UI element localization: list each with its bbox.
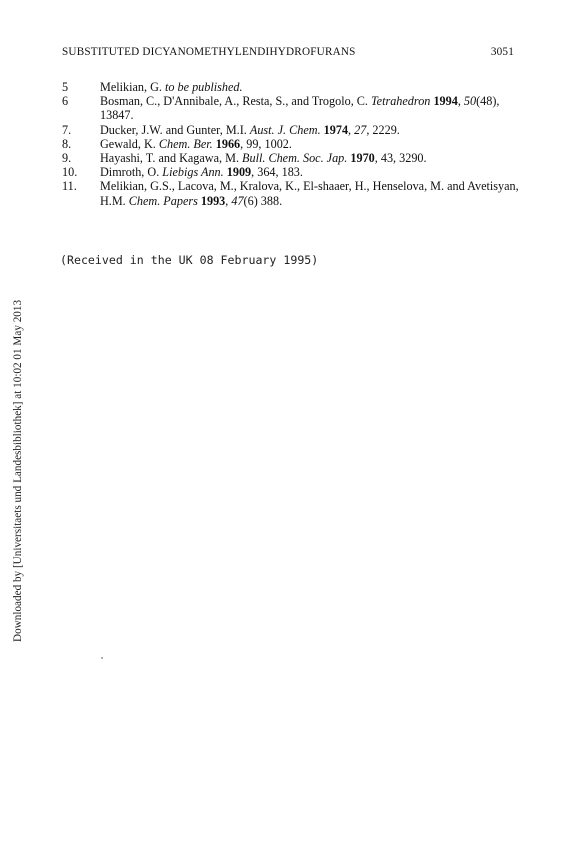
reference-text <box>100 94 522 122</box>
reference-text-part: 1993 <box>200 193 226 208</box>
reference-text-part: Melikian, G.S., Lacova, M., Kralova, K., El-shaaer, H., Henselova, M. and Avetisyan, H.M. <box>100 179 519 208</box>
reference-text-part: , 43, 3290. <box>374 151 427 166</box>
reference-number: 10. <box>62 165 78 180</box>
reference-text-part: Aust. J. Chem. <box>249 122 321 137</box>
reference-text-part: Chem. Ber. <box>158 136 213 151</box>
reference-item <box>62 165 522 179</box>
reference-text-part: Tetrahedron <box>371 94 431 109</box>
reference-item <box>62 179 522 207</box>
reference-list <box>62 80 522 208</box>
reference-text-part: (48), 13847. <box>100 94 500 123</box>
reference-text-part: to be published. <box>165 80 243 94</box>
reference-text-part: 1909 <box>226 165 252 180</box>
reference-text-part: Melikian, G. <box>100 80 165 94</box>
reference-text-part: Liebigs Ann. <box>162 165 224 180</box>
reference-text-part: Hayashi, T. and Kagawa, M. <box>100 151 243 166</box>
reference-item <box>62 123 522 137</box>
reference-item <box>62 94 522 122</box>
download-stamp: Downloaded by [Universitaets und Landesbibliothek] at 10:02 01 May 2013 <box>12 299 24 642</box>
reference-item <box>62 151 522 165</box>
reference-number: 9. <box>62 151 72 166</box>
reference-number: 5 <box>62 80 69 94</box>
reference-text-part: , <box>348 122 355 137</box>
reference-text-part: , 2229. <box>366 122 400 137</box>
scan-speck <box>101 657 103 659</box>
reference-text <box>100 137 522 151</box>
reference-text-part: Chem. Papers <box>128 193 198 208</box>
reference-number: 11. <box>62 179 77 194</box>
running-title: SUBSTITUTED DICYANOMETHYLENDIHYDROFURANS <box>62 46 356 58</box>
page-number: 3051 <box>490 46 514 58</box>
reference-text-part: 1994 <box>433 94 458 109</box>
reference-text-part: , 364, 183. <box>251 165 303 180</box>
reference-text-part: 50 <box>463 94 477 109</box>
reference-text-part: Bull. Chem. Soc. Jap. <box>242 151 348 166</box>
reference-item <box>62 80 522 94</box>
reference-text-part: , 99, 1002. <box>240 136 292 151</box>
reference-text-part: , <box>457 94 464 109</box>
reference-text-part: Bosman, C., D'Annibale, A., Resta, S., and Trogolo, C. <box>100 94 372 109</box>
reference-number: 7. <box>62 122 72 137</box>
received-note: (Received in the UK 08 February 1995) <box>60 253 319 267</box>
reference-text-part: Dimroth, O. <box>100 165 163 180</box>
reference-text-part: Gewald, K. <box>100 136 159 151</box>
reference-text-part: 1974 <box>323 122 349 137</box>
download-stamp-sidebar <box>0 0 24 864</box>
reference-number: 6 <box>62 94 69 109</box>
reference-text <box>100 151 522 165</box>
reference-text <box>100 179 522 207</box>
reference-text-part: Ducker, J.W. and Gunter, M.I. <box>100 122 250 137</box>
reference-text <box>100 123 522 137</box>
reference-text <box>100 165 522 179</box>
reference-text <box>100 80 522 94</box>
reference-number: 8. <box>62 136 72 151</box>
reference-text-part: (6) 388. <box>243 193 283 208</box>
reference-text-part: 27 <box>354 122 367 137</box>
reference-text-part: 1970 <box>350 151 375 166</box>
reference-item <box>62 137 522 151</box>
reference-text-part: , <box>225 193 232 208</box>
reference-text-part: 1966 <box>215 136 241 151</box>
reference-text-part: 47 <box>231 193 244 208</box>
